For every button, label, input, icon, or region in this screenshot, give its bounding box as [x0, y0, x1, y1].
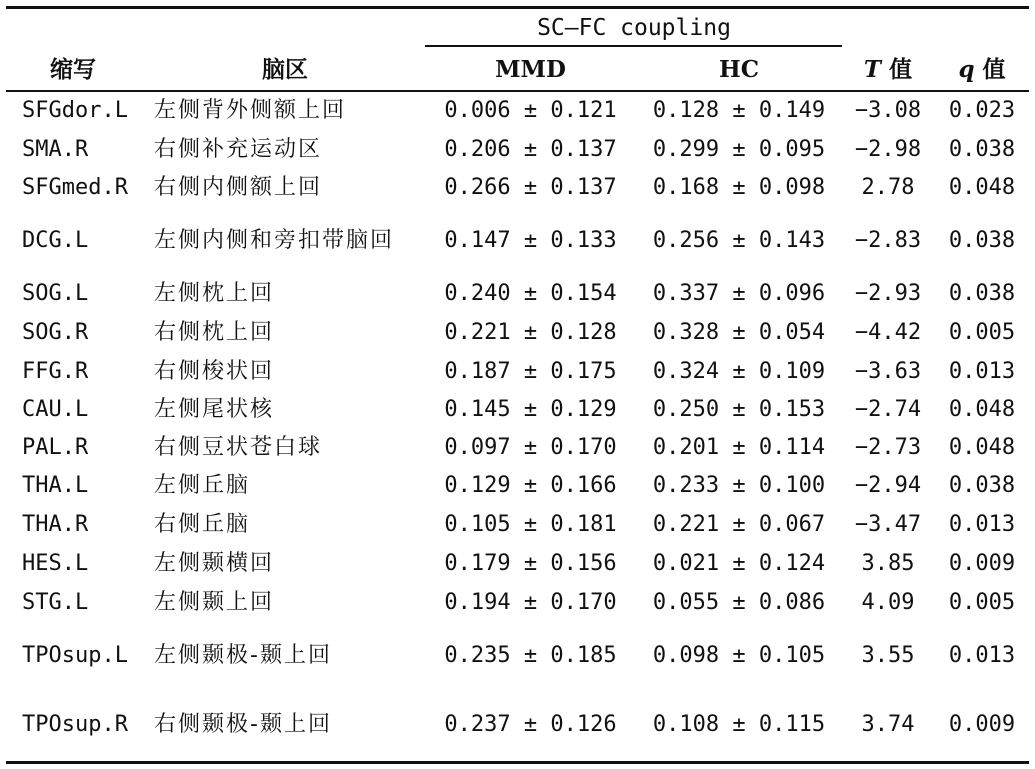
abbr-cell: THA.R [22, 512, 89, 537]
mmd-cell: 0.129 ± 0.166 [444, 473, 617, 498]
q-symbol: q [958, 56, 975, 83]
mmd-cell: 0.097 ± 0.170 [444, 435, 617, 460]
hc-cell: 0.324 ± 0.109 [652, 359, 826, 384]
t-value-cell: 3.55 [861, 643, 915, 668]
hc-cell: 0.201 ± 0.114 [652, 435, 826, 460]
hc-cell: 0.055 ± 0.086 [652, 590, 826, 615]
abbr-cell: FFG.R [22, 359, 89, 384]
q-value-cell: 0.048 [948, 175, 1016, 200]
q-value-column-header [936, 55, 1028, 85]
mmd-cell: 0.006 ± 0.121 [444, 98, 617, 123]
mmd-cell: 0.237 ± 0.126 [444, 712, 617, 737]
t-value-cell: −3.47 [854, 512, 922, 537]
abbr-cell: SMA.R [22, 137, 89, 162]
q-value-cell: 0.013 [948, 359, 1016, 384]
region-cell: 右侧补充运动区 [154, 137, 323, 162]
t-value-cell: −2.93 [854, 281, 922, 306]
mmd-cell: 0.206 ± 0.137 [444, 137, 617, 162]
hc-cell: 0.299 ± 0.095 [652, 137, 826, 162]
abbr-cell: SOG.R [22, 320, 89, 345]
t-value-cell: −2.83 [854, 228, 922, 253]
coupling-group-header: SC–FC coupling [537, 15, 731, 41]
region-cell: 右侧豆状苍白球 [154, 435, 323, 460]
abbr-cell: CAU.L [22, 397, 89, 422]
t-value-cell: 3.74 [861, 712, 915, 737]
mmd-cell: 0.179 ± 0.156 [444, 551, 617, 576]
hc-cell: 0.168 ± 0.098 [652, 175, 826, 200]
q-value-cell: 0.013 [948, 643, 1016, 668]
hc-cell: 0.221 ± 0.067 [652, 512, 826, 537]
mmd-cell: 0.235 ± 0.185 [444, 643, 617, 668]
abbr-cell: TPOsup.L [22, 643, 128, 668]
q-value-cell: 0.009 [948, 712, 1016, 737]
hc-cell: 0.098 ± 0.105 [652, 643, 826, 668]
q-value-cell: 0.009 [948, 551, 1016, 576]
mmd-cell: 0.187 ± 0.175 [444, 359, 617, 384]
q-value-cell: 0.005 [948, 320, 1016, 345]
hc-cell: 0.021 ± 0.124 [652, 551, 826, 576]
q-value-cell: 0.048 [948, 435, 1016, 460]
hc-cell: 0.256 ± 0.143 [652, 228, 826, 253]
abbr-cell: PAL.R [22, 435, 89, 460]
t-value-cell: −2.94 [854, 473, 922, 498]
region-cell: 左侧背外侧额上回 [154, 98, 347, 123]
abbr-cell: SFGdor.L [22, 98, 128, 123]
region-cell: 左侧颞极-颞上回 [154, 643, 332, 668]
t-symbol: T [863, 56, 882, 83]
region-cell: 左侧内侧和旁扣带脑回 [154, 228, 395, 253]
region-cell: 右侧枕上回 [154, 320, 275, 345]
q-value-cell: 0.038 [948, 137, 1016, 162]
t-value-cell: −3.08 [854, 98, 922, 123]
q-value-cell: 0.038 [948, 281, 1016, 306]
region-cell: 右侧丘脑 [154, 512, 251, 537]
mmd-cell: 0.105 ± 0.181 [444, 512, 617, 537]
abbr-cell: TPOsup.R [22, 712, 128, 737]
t-value-cell: −2.98 [854, 137, 922, 162]
t-value-cell: 2.78 [861, 175, 915, 200]
mmd-cell: 0.147 ± 0.133 [444, 228, 617, 253]
region-cell: 左侧丘脑 [154, 473, 251, 498]
q-value-cell: 0.038 [948, 473, 1016, 498]
t-value-cell: −2.74 [854, 397, 922, 422]
abbr-cell: THA.L [22, 473, 89, 498]
q-value-cell: 0.038 [948, 228, 1016, 253]
region-cell: 右侧颞极-颞上回 [154, 712, 332, 737]
region-cell: 左侧尾状核 [154, 397, 275, 422]
region-cell: 右侧内侧额上回 [154, 175, 323, 200]
mmd-cell: 0.240 ± 0.154 [444, 281, 617, 306]
mmd-cell: 0.266 ± 0.137 [444, 175, 617, 200]
table-header-rule [6, 90, 1029, 92]
region-cell: 左侧颞上回 [154, 590, 275, 615]
mmd-cell: 0.221 ± 0.128 [444, 320, 617, 345]
q-value-cell: 0.048 [948, 397, 1016, 422]
abbr-cell: SOG.L [22, 281, 89, 306]
t-suffix: 值 [889, 56, 913, 83]
hc-cell: 0.108 ± 0.115 [652, 712, 826, 737]
mmd-cell: 0.145 ± 0.129 [444, 397, 617, 422]
q-value-cell: 0.013 [948, 512, 1016, 537]
abbr-cell: STG.L [22, 590, 89, 615]
abbr-cell: SFGmed.R [22, 175, 128, 200]
region-column-header: 脑区 [262, 56, 308, 83]
table-bottom-rule [6, 761, 1029, 764]
q-value-cell: 0.023 [948, 98, 1016, 123]
hc-cell: 0.328 ± 0.054 [652, 320, 826, 345]
region-cell: 右侧梭状回 [154, 359, 275, 384]
hc-cell: 0.250 ± 0.153 [652, 397, 826, 422]
abbr-column-header: 缩写 [50, 56, 96, 83]
coupling-group-underline [425, 45, 842, 47]
hc-cell: 0.128 ± 0.149 [652, 98, 826, 123]
hc-column-header: HC [718, 56, 760, 83]
t-value-cell: 4.09 [861, 590, 915, 615]
t-value-cell: −4.42 [854, 320, 922, 345]
t-value-cell: 3.85 [861, 551, 915, 576]
region-cell: 左侧枕上回 [154, 281, 275, 306]
abbr-cell: DCG.L [22, 228, 89, 253]
q-value-cell: 0.005 [948, 590, 1016, 615]
t-value-column-header [842, 55, 934, 85]
hc-cell: 0.337 ± 0.096 [652, 281, 826, 306]
abbr-cell: HES.L [22, 551, 89, 576]
region-cell: 左侧颞横回 [154, 551, 275, 576]
t-value-cell: −2.73 [854, 435, 922, 460]
t-value-cell: −3.63 [854, 359, 922, 384]
mmd-cell: 0.194 ± 0.170 [444, 590, 617, 615]
mmd-column-header: MMD [495, 56, 566, 83]
q-suffix: 值 [982, 56, 1006, 83]
hc-cell: 0.233 ± 0.100 [652, 473, 826, 498]
table-top-rule [6, 6, 1029, 9]
